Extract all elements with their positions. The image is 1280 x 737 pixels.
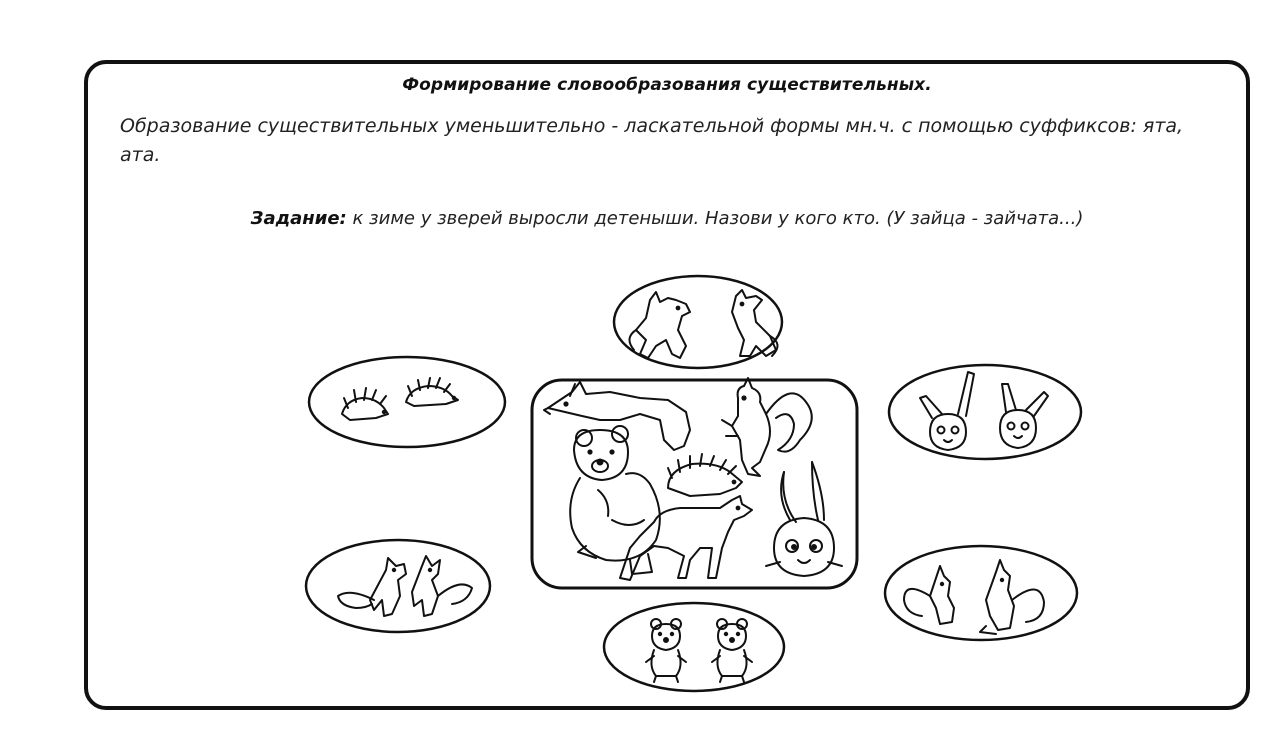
task-text: к зиме у зверей выросли детеныши. Назови у кого кто. (У зайца - зайчата...) — [346, 208, 1084, 229]
task-label: Задание: — [250, 208, 347, 229]
worksheet-frame — [84, 60, 1250, 710]
worksheet-title: Формирование словообразования существительных. — [402, 75, 932, 95]
task-line — [88, 208, 1246, 229]
worksheet-description: Образование существительных уменьшительно - ласкательной формы мн.ч. с помощью суффиксов: ята, ата. — [120, 115, 1184, 166]
